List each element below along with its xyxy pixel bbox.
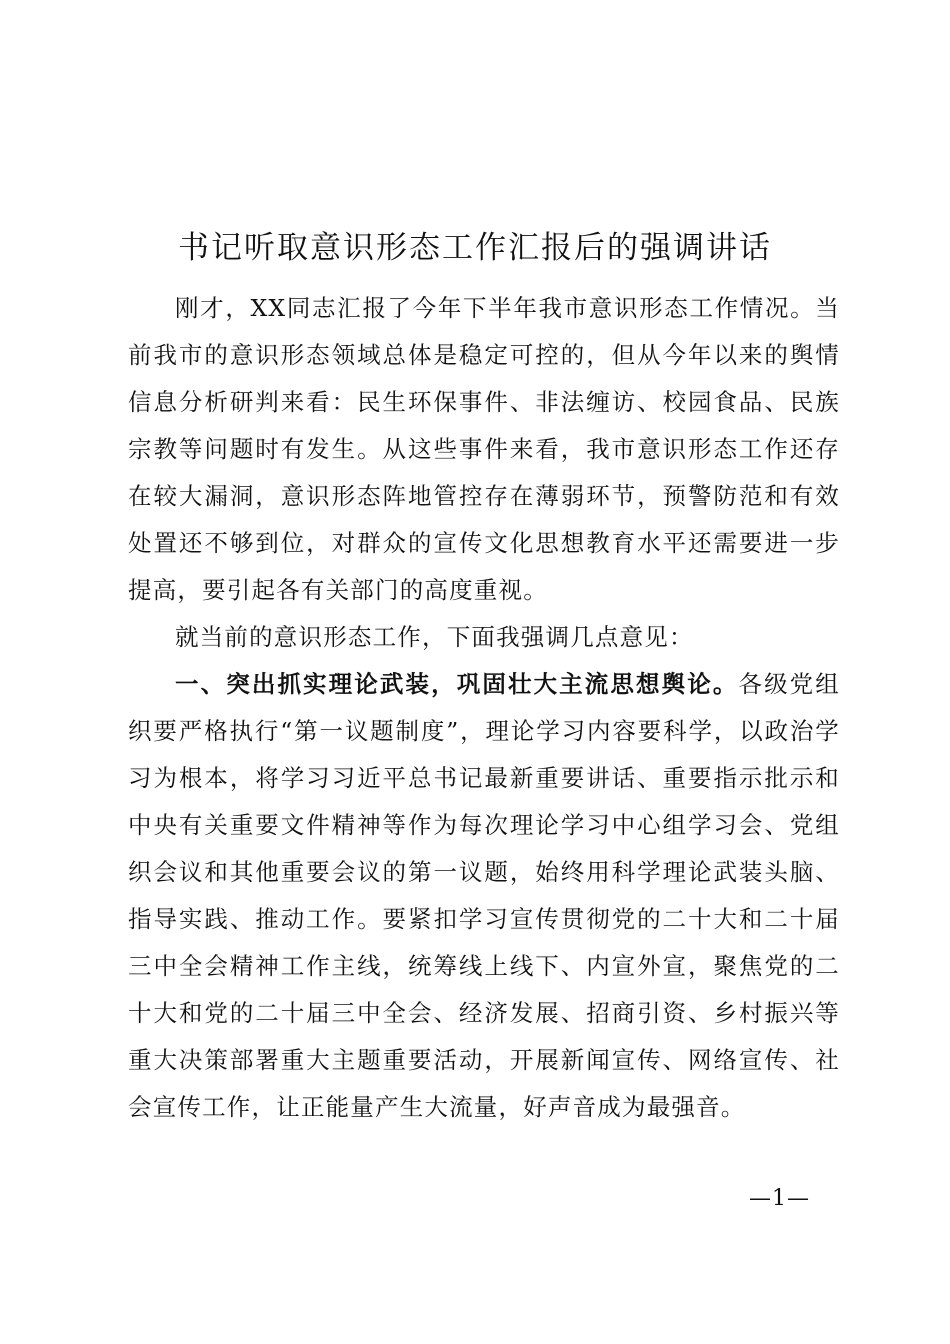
paragraph-intro: 刚才，XX同志汇报了今年下半年我市意识形态工作情况。当前我市的意识形态领域总体是稳定可控的，但从今年以来的舆情信息分析研判来看：民生环保事件、非法缠访、校园食品、民族宗教等问题时有发生。从这些事件来看，我市意识形态工作还存在较大漏洞，意识形态阵地管控存在薄弱环节，预警防范和有效处置还不够到位，对群众的宣传文化思想教育水平还需要进一步提高，要引起各有关部门的高度重视。	[128, 294, 840, 604]
page-number: —1—	[749, 1186, 810, 1211]
document-body	[128, 285, 840, 1131]
document-title: 书记听取意识形态工作汇报后的强调讲话	[178, 230, 772, 266]
paragraph-point-one	[128, 661, 840, 1131]
paragraph-transition: 就当前的意识形态工作，下面我强调几点意见：	[175, 623, 694, 651]
point-one-heading: 一、突出抓实理论武装，巩固壮大主流思想舆论。	[175, 670, 739, 698]
point-one-text: 各级党组织要严格执行“第一议题制度”，理论学习内容要科学，以政治学习为根本，将学习习近平总书记最新重要讲话、重要指示批示和中央有关重要文件精神等作为每次理论学习中心组学习会、党组织会议和其他重要会议的第一议题，始终用科学理论武装头脑、指导实践、推动工作。要紧扣学习宣传贯彻党的二十大和二十届三中全会精神工作主线，统筹线上线下、内宣外宣，聚焦党的二十大和党的二十届三中全会、经济发展、招商引资、乡村振兴等重大决策部署重大主题重要活动，开展新闻宣传、网络宣传、社会宣传工作，让正能量产生大流量，好声音成为最强音。	[128, 670, 840, 1121]
